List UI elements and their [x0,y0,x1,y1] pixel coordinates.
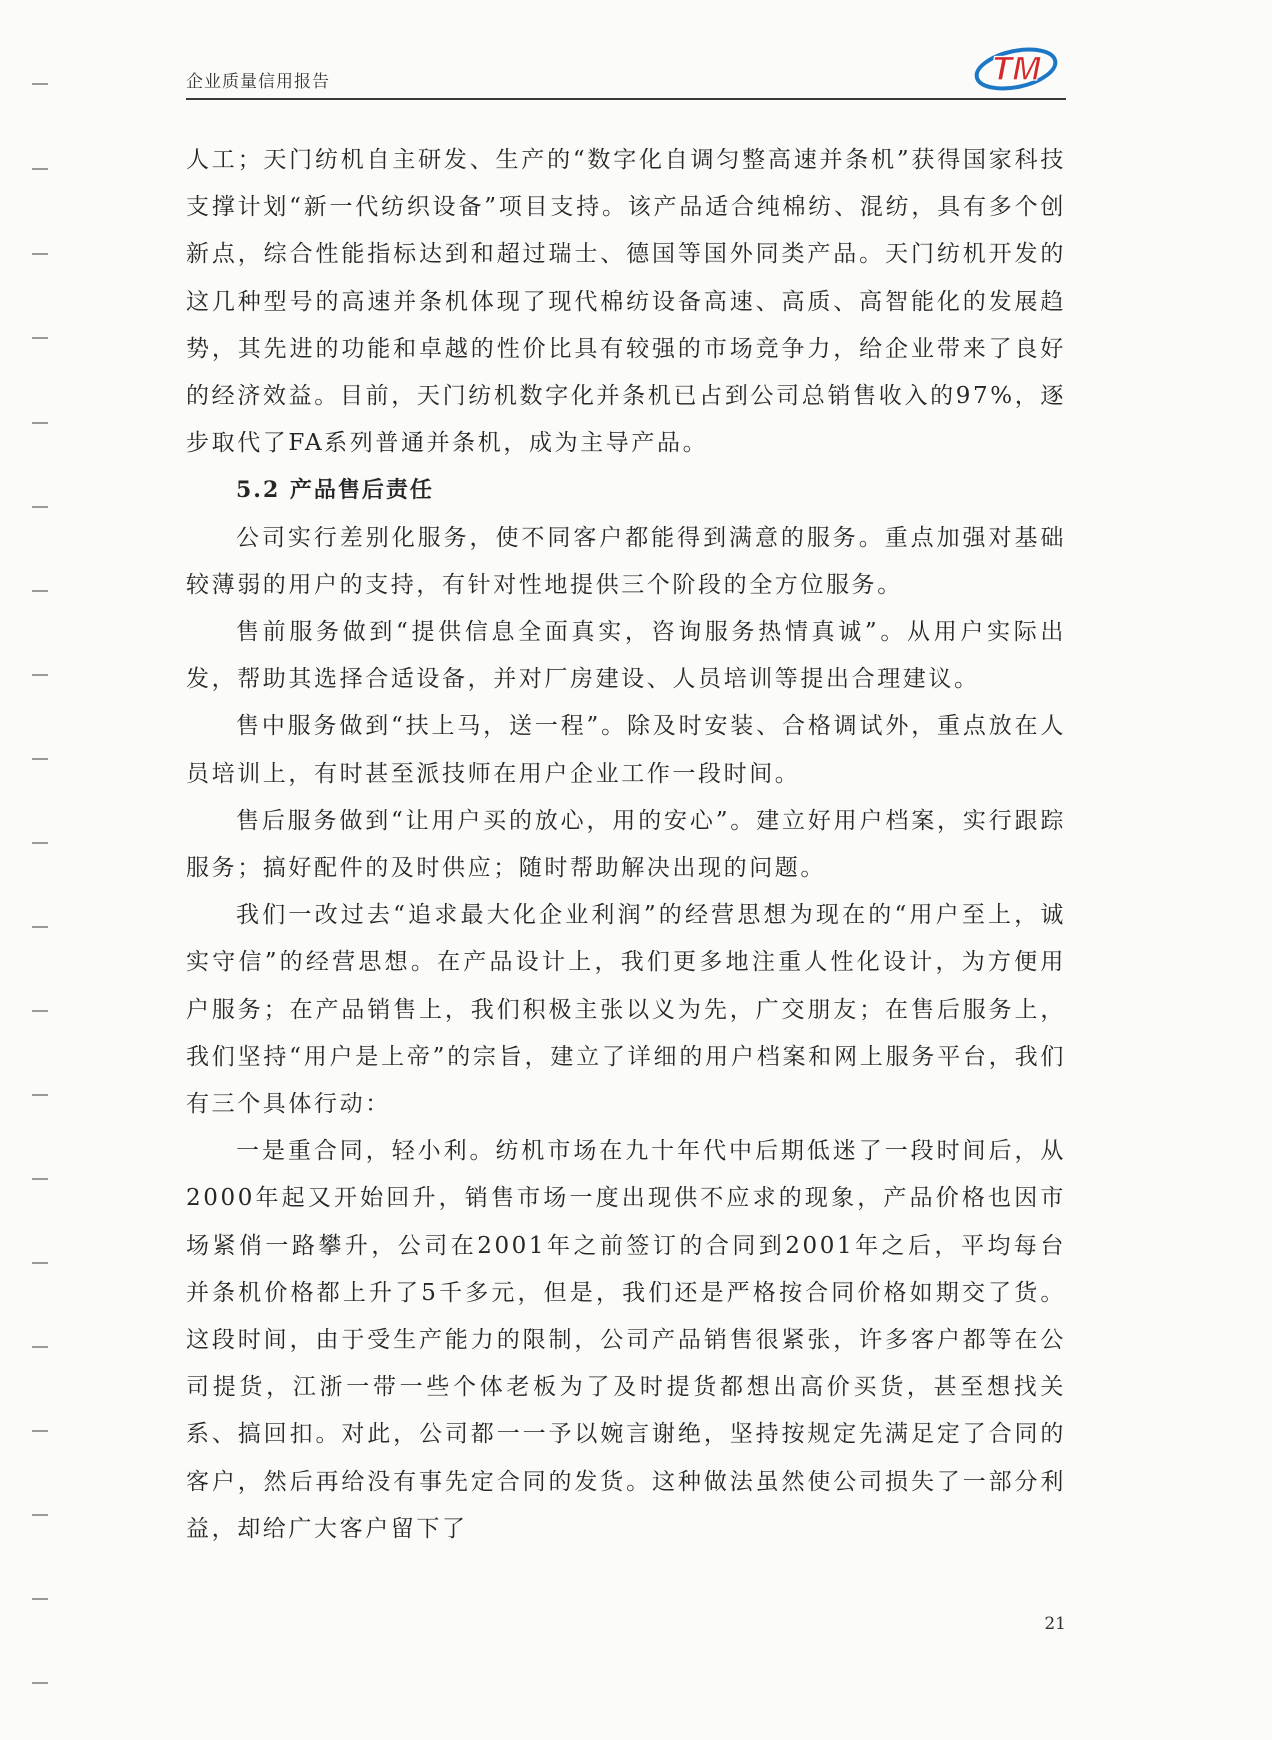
page-header [186,40,1066,100]
binding-marks [32,0,62,1740]
company-logo [972,42,1060,94]
paragraph-5: 售后服务做到“让用户买的放心，用的安心”。建立好用户档案，实行跟踪服务；搞好配件的及时供应；随时帮助解决出现的问题。 [186,807,1066,882]
paragraph-1: 人工；天门纺机自主研发、生产的“数字化自调匀整高速并条机”获得国家科技支撑计划“新一代纺织设备”项目支持。该产品适合纯棉纺、混纺，具有多个创新点，综合性能指标达到和超过瑞士、德国等国外同类产品。天门纺机开发的这几种型号的高速并条机体现了现代棉纺设备高速、高质、高智能化的发展趋势，其先进的功能和卓越的性价比具有较强的市场竞争力，给企业带来了良好的经济效益。目前，天门纺机数字化并条机已占到公司总销售收入的97%，逐步取代了FA系列普通并条机，成为主导产品。 [186,147,1066,457]
paragraph-7: 一是重合同，轻小利。纺机市场在九十年代中后期低迷了一段时间后，从2000年起又开始回升，销售市场一度出现供不应求的现象，产品价格也因市场紧俏一路攀升，公司在2001年之前签订的合同到2001年之后，平均每台并条机价格都上升了5千多元，但是，我们还是严格按合同价格如期交了货。这段时间，由于受生产能力的限制，公司产品销售很紧张，许多客户都等在公司提货，江浙一带一些个体老板为了及时提货都想出高价买货，甚至想找关系、搞回扣。对此，公司都一一予以婉言谢绝，坚持按规定先满足定了合同的客户，然后再给没有事先定合同的发货。这种做法虽然使公司损失了一部分利益，却给广大客户留下了 [186,1138,1066,1542]
paragraph-3: 售前服务做到“提供信息全面真实，咨询服务热情真诚”。从用户实际出发，帮助其选择合适设备，并对厂房建设、人员培训等提出合理建议。 [186,619,1066,693]
paragraph-2: 公司实行差别化服务，使不同客户都能得到满意的服务。重点加强对基础较薄弱的用户的支持，有针对性地提供三个阶段的全方位服务。 [186,524,1066,598]
section-heading: 5.2 产品售后责任 [236,477,434,504]
logo-text: TM [991,50,1041,88]
paragraph-6: 我们一改过去“追求最大化企业利润”的经营思想为现在的“用户至上，诚实守信”的经营思想。在产品设计上，我们更多地注重人性化设计，为方便用户服务；在产品销售上，我们积极主张以义为先，广交朋友；在售后服务上，我们坚持“用户是上帝”的宗旨，建立了详细的用户档案和网上服务平台，我们有三个具体行动： [186,902,1066,1118]
page-number: 21 [1044,1614,1066,1634]
document-body [186,137,1066,1553]
report-title: 企业质量信用报告 [186,72,330,92]
paragraph-4: 售中服务做到“扶上马，送一程”。除及时安装、合格调试外，重点放在人员培训上，有时甚至派技师在用户企业工作一段时间。 [186,713,1066,787]
